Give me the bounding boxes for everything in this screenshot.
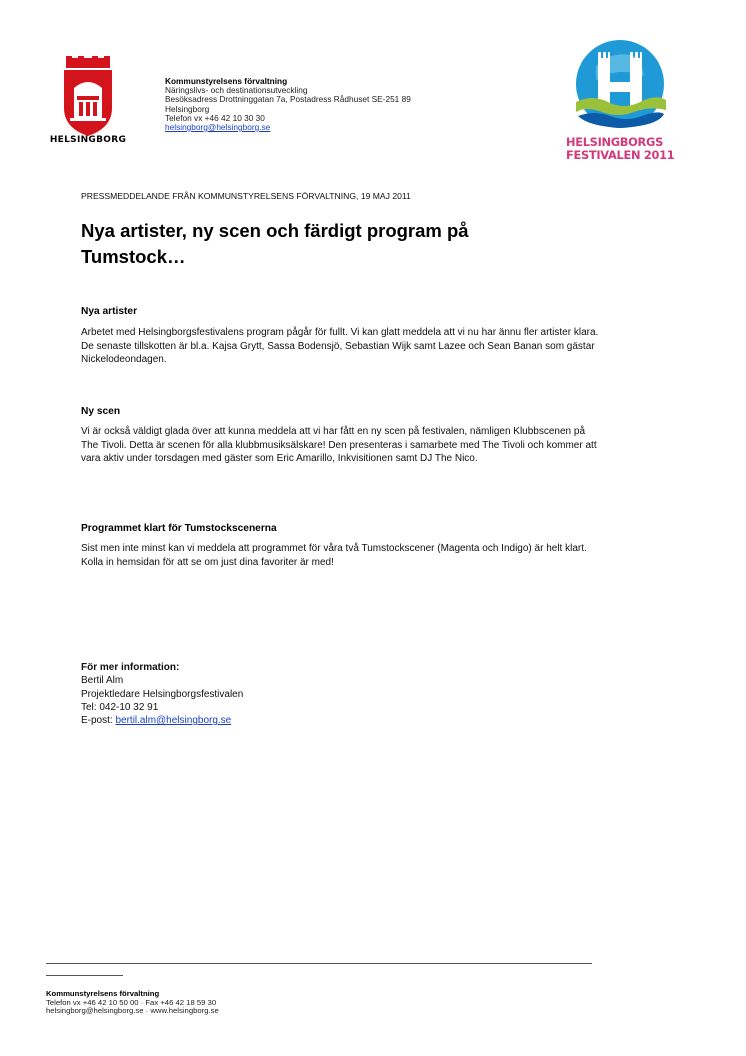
contact-role: Projektledare Helsingborgsfestivalen (81, 688, 244, 700)
footer-divider-short (46, 975, 123, 976)
contact-email-link[interactable]: bertil.alm@helsingborg.se (115, 715, 232, 727)
section-body-program: Sist men inte minst kan vi meddela att programmet för våra två Tumstockscener (Magenta och Indigo) är helt klart. Kolla in hemsidan för att se om just dina favoriter är med! (81, 543, 587, 568)
festival-logo-line: FESTIVALEN 2011 (566, 147, 675, 162)
org-line: Helsingborg (165, 103, 210, 114)
helsingborg-crest-logo (46, 56, 130, 146)
headline: Nya artister, ny scen och färdigt program på Tumstock… (81, 220, 469, 267)
org-line: Besöksadress Drottninggatan 7a, Postadress Rådhuset SE-251 89 (165, 94, 411, 105)
section-title-new-stage: Ny scen (81, 406, 121, 417)
footer-title: Kommunstyrelsens förvaltning (46, 989, 160, 998)
contact-heading: För mer information: (81, 662, 180, 673)
section-title-program: Programmet klart för Tumstockscenerna (81, 523, 277, 534)
section-title-new-artists: Nya artister (81, 306, 138, 317)
org-contact-block (165, 77, 411, 132)
org-title: Kommunstyrelsens förvaltning (165, 76, 288, 86)
org-line: Telefon vx +46 42 10 30 30 (165, 112, 265, 123)
city-logo-wordmark: HELSINGBORG (49, 135, 127, 145)
footer-divider (46, 963, 592, 964)
section-body-new-stage: Vi är också väldigt glada över att kunna meddela att vi har fått en ny scen på festivalen, nämligen Klubbscenen på The Tivoli. Detta är scenen för alla klubbmusiksälskare! Den presenteras i samarbete med The Tivoli och kommer att vara aktiv under torsdagen med gäster som Eric Amarillo, Inkvisitionen samt DJ The Nico. (81, 426, 597, 465)
festival-logo (574, 36, 666, 136)
press-release-line: PRESSMEDDELANDE FRÅN KOMMUNSTYRELSENS FÖRVALTNING, 19 MAJ 2011 (81, 191, 411, 201)
contact-block (81, 661, 243, 727)
org-line: Näringslivs- och destinationsutveckling (165, 85, 308, 96)
section-body-new-artists: Arbetet med Helsingborgsfestivalens program pågår för fullt. Vi kan glatt meddela att vi nu har ännu fler artister klara. De senaste tillskotten är bl.a. Kajsa Grytt, Sassa Bodensjö, Sebastian Wijk samt Lazee och Sean Banan som gästar Nickelodeondagen. (81, 327, 599, 366)
contact-email-row (81, 714, 243, 727)
contact-email-label: E-post: (81, 715, 116, 727)
footer-line: Telefon vx +46 42 10 50 00 · Fax +46 42 18 59 30 (46, 997, 217, 1007)
festival-logo-text (566, 136, 676, 161)
contact-name: Bertil Alm (81, 675, 124, 687)
contact-phone: Tel: 042-10 32 91 (81, 701, 159, 713)
org-email-link[interactable]: helsingborg@helsingborg.se (165, 122, 271, 133)
festival-logo-line: HELSINGBORGS (566, 135, 663, 149)
footer-line: helsingborg@helsingborg.se · www.helsingborg.se (46, 1006, 219, 1016)
footer (46, 990, 219, 1016)
